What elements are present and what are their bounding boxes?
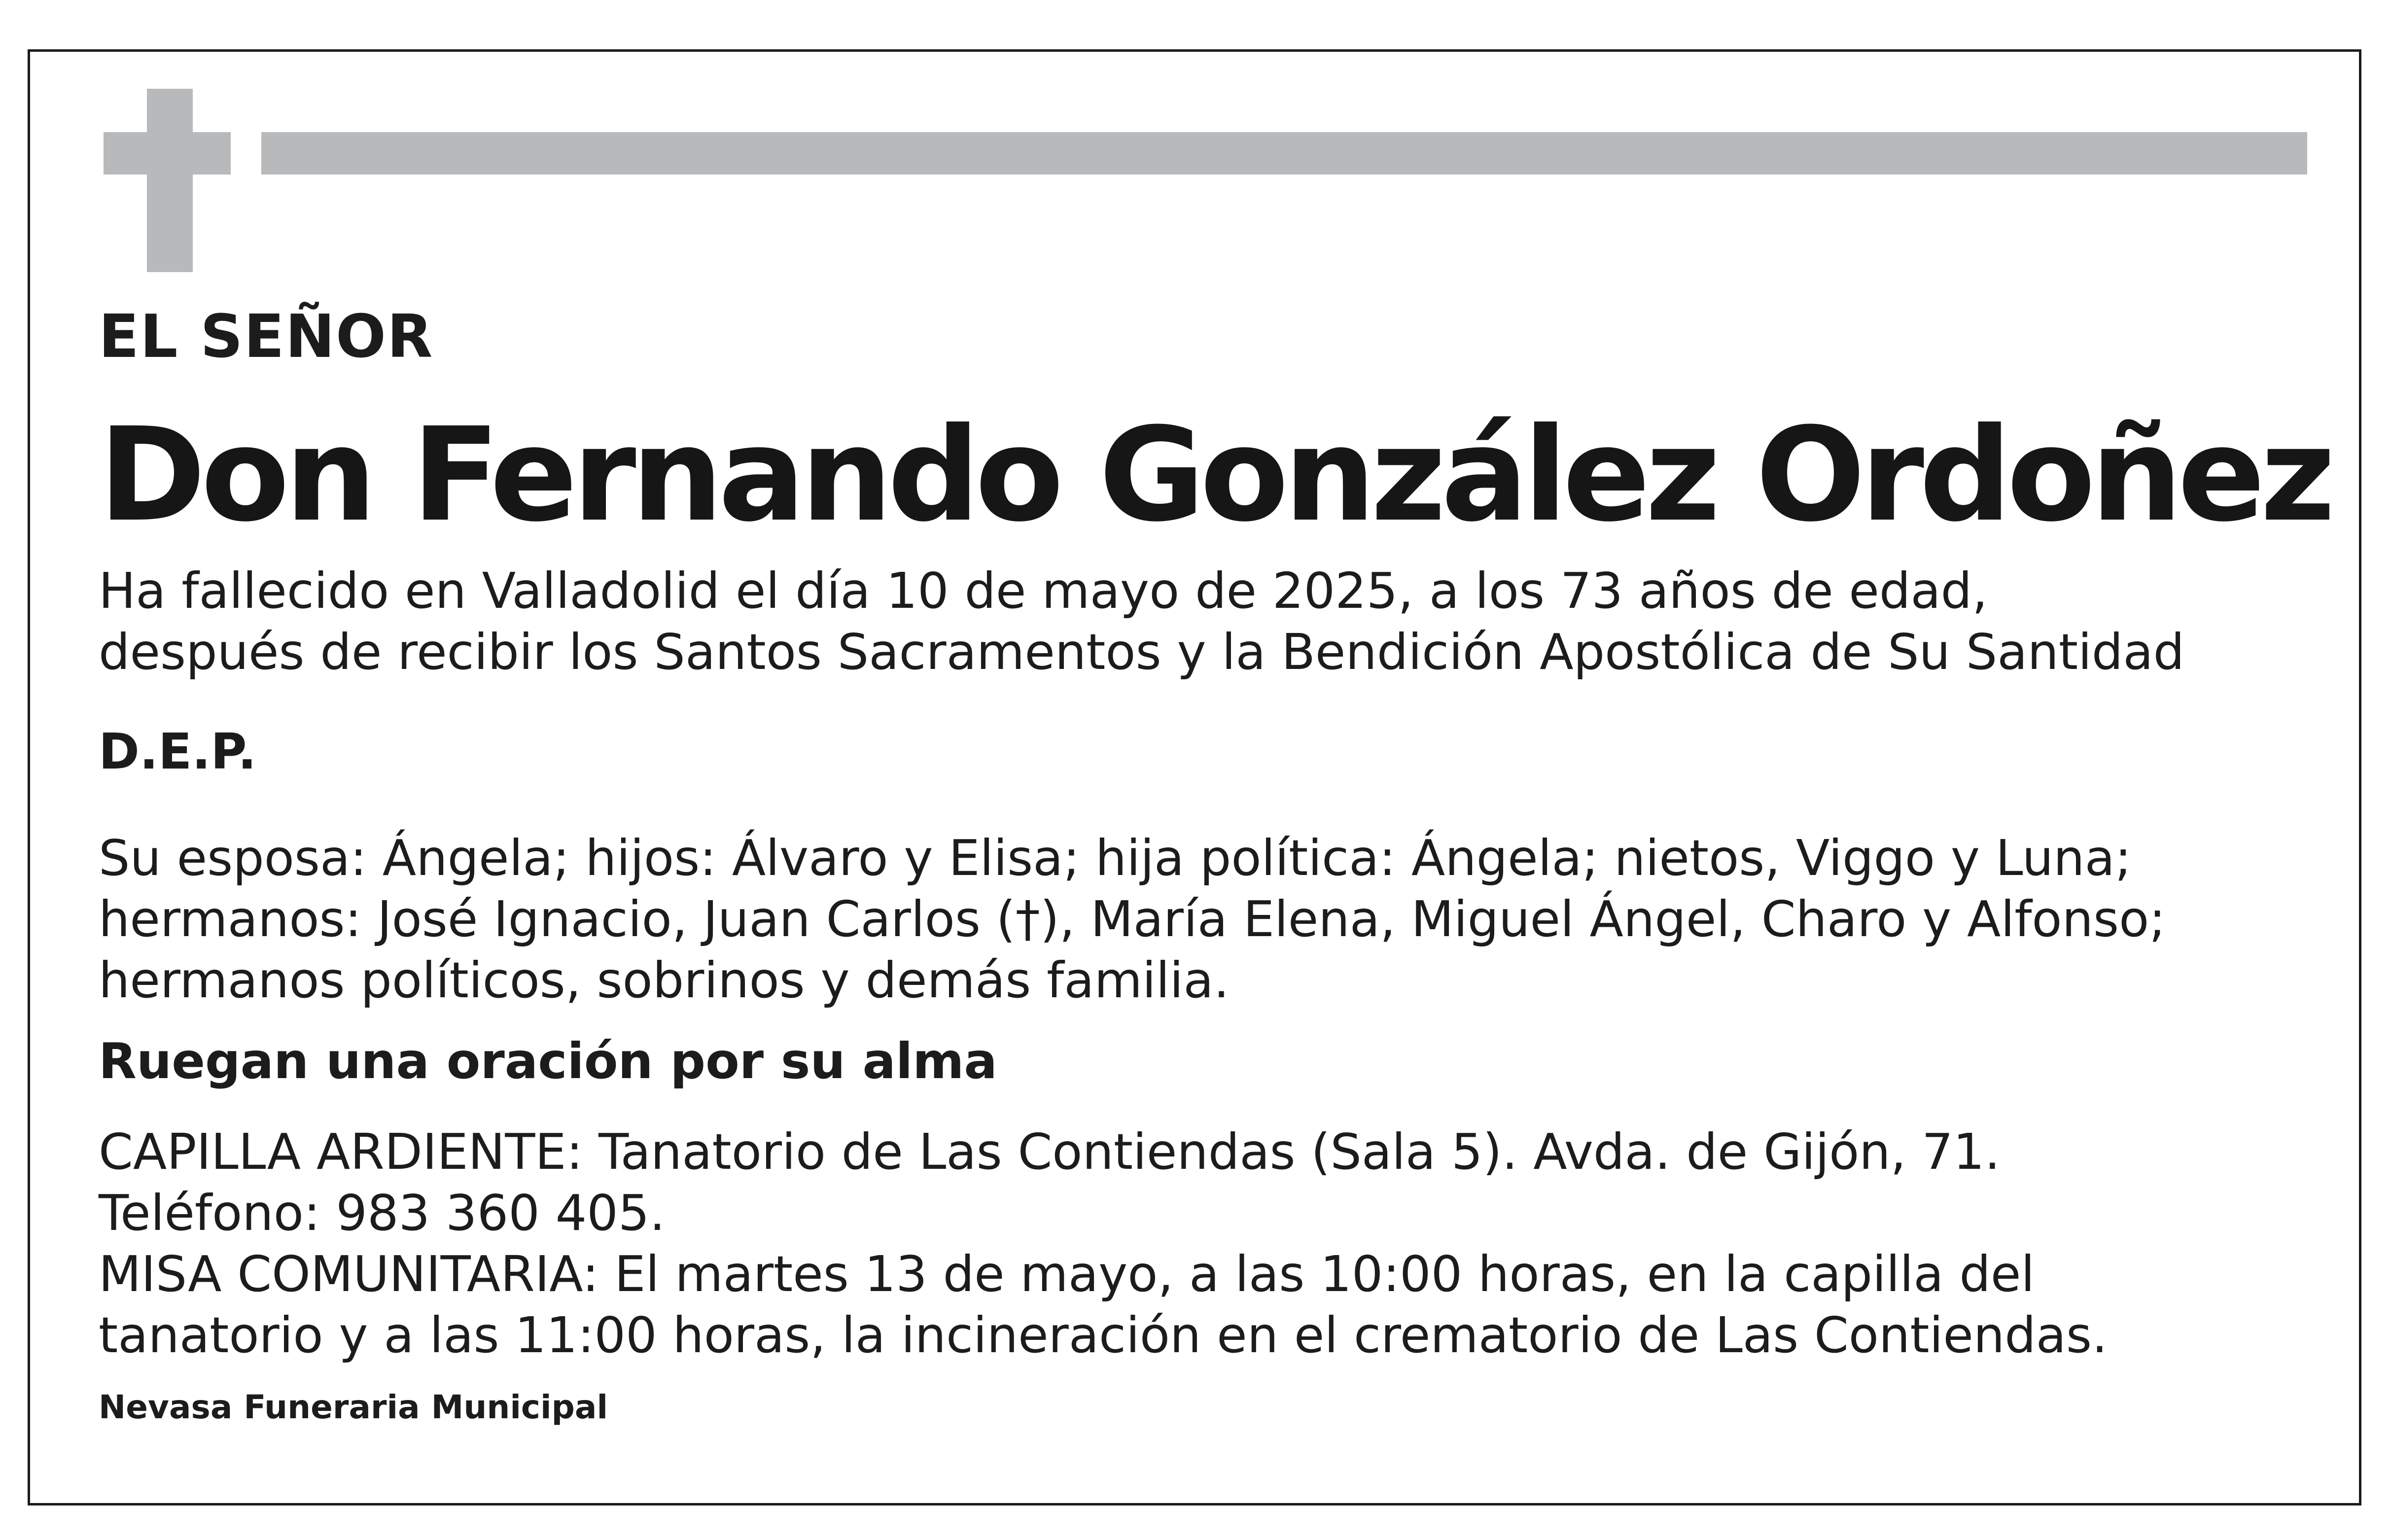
deceased-name: Don Fernando González Ordoñez <box>99 400 2331 550</box>
death-announcement <box>99 560 2307 683</box>
announcement-line: Ha fallecido en Valladolid el día 10 de mayo de 2025, a los 73 años de edad, <box>99 562 1988 620</box>
family-list <box>99 828 2307 1011</box>
family-line: Su esposa: Ángela; hijos: Álvaro y Elisa; hija política: Ángela; nietos, Viggo y Luna; <box>99 829 2132 887</box>
family-line: hermanos políticos, sobrinos y demás familia. <box>99 951 1230 1010</box>
service-details <box>99 1121 2307 1366</box>
announcement-line: después de recibir los Santos Sacramentos y la Bendición Apostólica de Su Santidad <box>99 623 2185 681</box>
cross-horizontal-bar <box>104 132 231 175</box>
prayer-request: Ruegan una oración por su alma <box>99 1032 997 1090</box>
details-line: MISA COMUNITARIA: El martes 13 de mayo, a las 10:00 horas, en la capilla del <box>99 1245 2035 1303</box>
honorific-prefix: EL SEÑOR <box>99 303 434 371</box>
details-line: CAPILLA ARDIENTE: Tanatorio de Las Contiendas (Sala 5). Avda. de Gijón, 71. <box>99 1123 2001 1181</box>
details-line: tanatorio y a las 11:00 horas, la incineración en el crematorio de Las Contiendas. <box>99 1306 2108 1365</box>
dep-label: D.E.P. <box>99 723 257 781</box>
family-line: hermanos: José Ignacio, Juan Carlos (†), María Elena, Miguel Ángel, Charo y Alfonso; <box>99 890 2166 948</box>
notice-content <box>99 302 2331 1427</box>
header-rule <box>261 132 2307 175</box>
cross-vertical-bar <box>147 89 193 272</box>
details-line: Teléfono: 983 360 405. <box>99 1184 666 1242</box>
funeral-home-credit: Nevasa Funeraria Municipal <box>99 1388 608 1427</box>
